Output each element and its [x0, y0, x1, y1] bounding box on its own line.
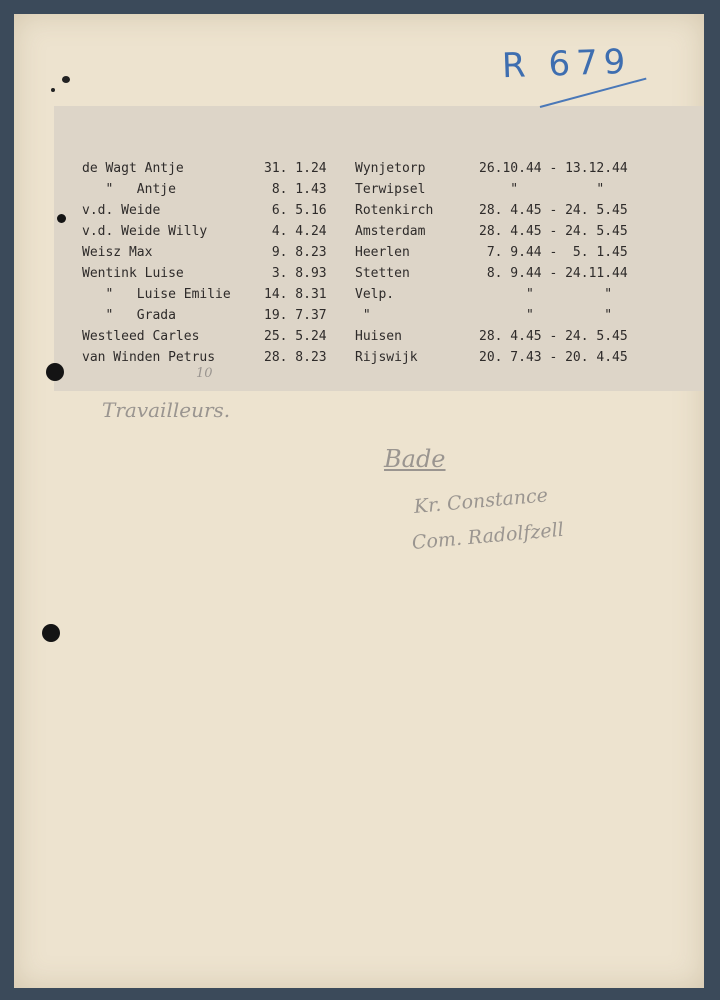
- list-item: [82, 308, 682, 328]
- place: Terwipsel: [355, 182, 426, 197]
- place: Rotenkirch: [355, 203, 434, 218]
- place: ": [355, 308, 371, 323]
- birth-date: 4. 4.24: [264, 224, 327, 239]
- person-name: Westleed Carles: [82, 329, 200, 344]
- list-item: [82, 203, 682, 223]
- birth-date: 25. 5.24: [264, 329, 327, 344]
- birth-date: 28. 8.23: [264, 350, 327, 365]
- birth-date: 14. 8.31: [264, 287, 327, 302]
- person-name: Weisz Max: [82, 245, 153, 260]
- list-item: [82, 266, 682, 286]
- place: Wynjetorp: [355, 161, 426, 176]
- period: " ": [479, 308, 613, 323]
- place: Amsterdam: [355, 224, 426, 239]
- period: 26.10.44 - 13.12.44: [479, 161, 628, 176]
- place: Stetten: [355, 266, 410, 281]
- count-annotation: 10: [196, 366, 213, 381]
- punch-hole-middle: [46, 363, 64, 381]
- place: Huisen: [355, 329, 402, 344]
- list-item: [82, 245, 682, 265]
- birth-date: 31. 1.24: [264, 161, 327, 176]
- person-name: " Luise Emilie: [82, 287, 231, 302]
- place: Rijswijk: [355, 350, 418, 365]
- ink-speck: [62, 76, 70, 83]
- reference-number: R 679: [501, 41, 632, 87]
- person-name: de Wagt Antje: [82, 161, 184, 176]
- period: " ": [479, 182, 605, 197]
- person-name: v.d. Weide: [82, 203, 161, 218]
- list-item: [82, 182, 682, 202]
- birth-date: 3. 8.93: [264, 266, 327, 281]
- punch-hole-bottom: [42, 624, 60, 642]
- birth-date: 6. 5.16: [264, 203, 327, 218]
- commune-annotation: Com. Radolfzell: [411, 518, 565, 554]
- place: Velp.: [355, 287, 395, 302]
- person-name: " Antje: [82, 182, 176, 197]
- category-annotation: Travailleurs.: [102, 398, 231, 422]
- person-name: " Grada: [82, 308, 176, 323]
- person-name: Wentink Luise: [82, 266, 184, 281]
- period: 8. 9.44 - 24.11.44: [479, 266, 628, 281]
- period: 20. 7.43 - 20. 4.45: [479, 350, 628, 365]
- person-name: van Winden Petrus: [82, 350, 216, 365]
- period: " ": [479, 287, 613, 302]
- list-item: [82, 287, 682, 307]
- punch-hole-top: [57, 214, 66, 223]
- period: 28. 4.45 - 24. 5.45: [479, 203, 628, 218]
- period: 7. 9.44 - 5. 1.45: [479, 245, 628, 260]
- place: Heerlen: [355, 245, 410, 260]
- list-item: [82, 161, 682, 181]
- birth-date: 19. 7.37: [264, 308, 327, 323]
- region-annotation: Bade: [384, 445, 446, 473]
- person-name: v.d. Weide Willy: [82, 224, 208, 239]
- period: 28. 4.45 - 24. 5.45: [479, 329, 628, 344]
- birth-date: 9. 8.23: [264, 245, 327, 260]
- birth-date: 8. 1.43: [264, 182, 327, 197]
- ink-speck: [51, 88, 55, 92]
- district-annotation: Kr. Constance: [413, 484, 549, 518]
- list-item: [82, 329, 682, 349]
- period: 28. 4.45 - 24. 5.45: [479, 224, 628, 239]
- list-item: [82, 224, 682, 244]
- list-item: [82, 350, 682, 370]
